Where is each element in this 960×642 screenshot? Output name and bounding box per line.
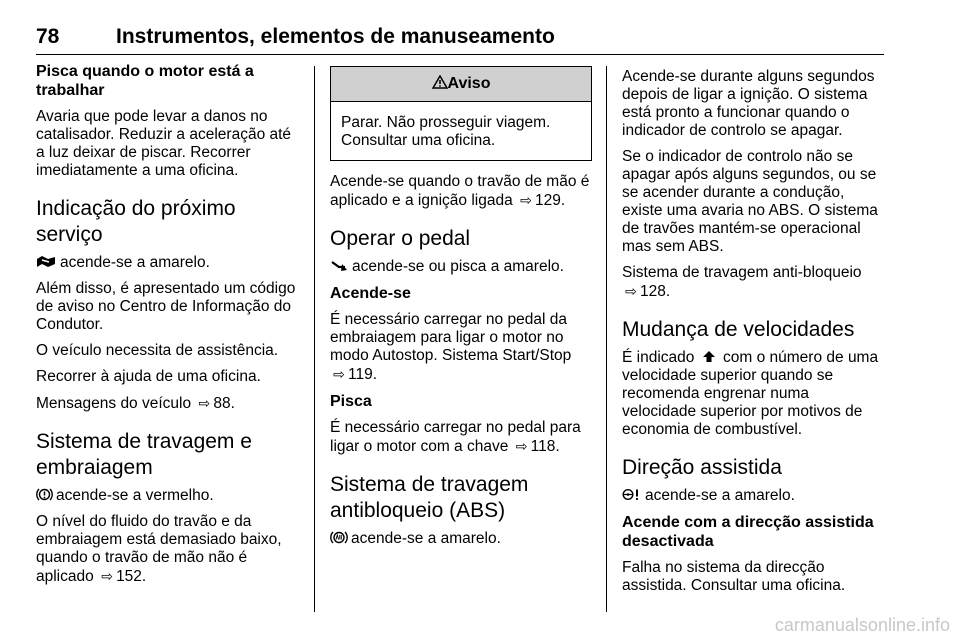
column-3 (622, 68, 886, 603)
paragraph: Recorrer à ajuda de uma oficina. (36, 368, 261, 385)
page-reference-icon: ⇨ (520, 192, 532, 208)
column-1 (36, 62, 302, 594)
page-reference[interactable]: 88. (213, 395, 235, 412)
section-heading: Sistema de travagem antibloqueio (ABS) (330, 473, 529, 522)
page-reference[interactable]: 119. (348, 366, 378, 383)
paragraph: É necessário carregar no pedal para ligar o motor com a chave ⇨ 118. (330, 419, 581, 455)
subheading: Acende com a direcção assistida desactivada (622, 514, 874, 550)
page-number: 78 (36, 25, 60, 48)
paragraph: acende-se a amarelo. (330, 530, 592, 548)
warning-triangle-icon (432, 75, 448, 89)
page-reference[interactable]: 118. (530, 438, 560, 455)
paragraph: Acende-se quando o travão de mão é aplicado e a ignição ligada ⇨ 129. (330, 173, 590, 209)
section-heading: Mudança de velocidades (622, 318, 855, 341)
paragraph: Se o indicador de controlo não se apagar após alguns segundos, ou se se acender durante a condução, existe uma avaria no ABS. O sistema de travões mantém-se operacional mas sem ABS. (622, 148, 878, 255)
paragraph: acende-se ou pisca a amarelo. (330, 258, 592, 276)
service-wrench-icon (36, 255, 56, 268)
column-divider (314, 66, 315, 612)
section-heading: Sistema de travagem e embraiagem (36, 430, 252, 479)
pedal-icon (330, 259, 348, 273)
paragraph: acende-se a amarelo. (622, 487, 886, 505)
brake-warning-icon (36, 487, 53, 502)
subheading: Acende-se (330, 285, 411, 302)
page-reference-icon: ⇨ (515, 438, 528, 454)
paragraph: O veículo necessita de assistência. (36, 342, 279, 359)
page-title: Instrumentos, elementos de manuseamento (116, 25, 555, 48)
page-reference[interactable]: 129. (535, 192, 566, 209)
paragraph: Sistema de travagem anti-bloqueio ⇨ 128. (622, 264, 862, 300)
page-reference[interactable]: 128. (640, 283, 671, 300)
paragraph: O nível do fluido do travão e da embraiagem está demasiado baixo, quando o travão de mão não é aplicado ⇨ 152. (36, 513, 282, 585)
subheading: Pisca quando o motor está a trabalhar (36, 63, 254, 99)
page-reference[interactable]: 152. (116, 568, 147, 585)
page-header (36, 22, 884, 55)
abs-icon (330, 530, 348, 545)
column-divider (606, 66, 607, 612)
paragraph: acende-se a amarelo. (36, 254, 302, 272)
paragraph: Acende-se durante alguns segundos depois de ligar a ignição. O sistema está pronto a funcionar quando o indicador de controlo se apagar. (622, 68, 875, 139)
paragraph: É indicado com o número de uma velocidade superior quando se recomenda engrenar numa velocidade superior por motivos de economia de combustível. (622, 349, 879, 438)
paragraph: Além disso, é apresentado um código de aviso no Centro de Informação do Condutor. (36, 280, 296, 333)
steering-warning-icon (622, 488, 642, 501)
watermark: carmanualsonline.info (774, 615, 950, 635)
subheading: Pisca (330, 393, 372, 410)
page-reference-icon: ⇨ (101, 568, 113, 584)
column-2 (330, 66, 592, 556)
section-heading: Indicação do próximo serviço (36, 197, 236, 246)
paragraph: Mensagens do veículo ⇨ 88. (36, 395, 235, 412)
warning-box (330, 66, 592, 161)
shift-up-icon (702, 350, 716, 363)
paragraph: Falha no sistema da direcção assistida. Consultar uma oficina. (622, 559, 846, 594)
warning-text: Parar. Não prosseguir viagem. Consultar uma oficina. (341, 114, 551, 149)
paragraph: acende-se a vermelho. (36, 487, 302, 505)
section-heading: Direção assistida (622, 456, 782, 479)
section-heading: Operar o pedal (330, 227, 471, 250)
page-reference-icon: ⇨ (198, 395, 211, 411)
page-reference-icon: ⇨ (625, 283, 637, 299)
paragraph: Avaria que pode levar a danos no catalisador. Reduzir a aceleração até a luz deixar de piscar. Recorrer imediatamente a uma oficina. (36, 108, 292, 179)
warning-title: Aviso (331, 67, 591, 102)
page-reference-icon: ⇨ (333, 366, 345, 382)
paragraph: É necessário carregar no pedal da embraiagem para ligar o motor no modo Autostop. Sistema Start/Stop ⇨ 119. (330, 311, 572, 383)
